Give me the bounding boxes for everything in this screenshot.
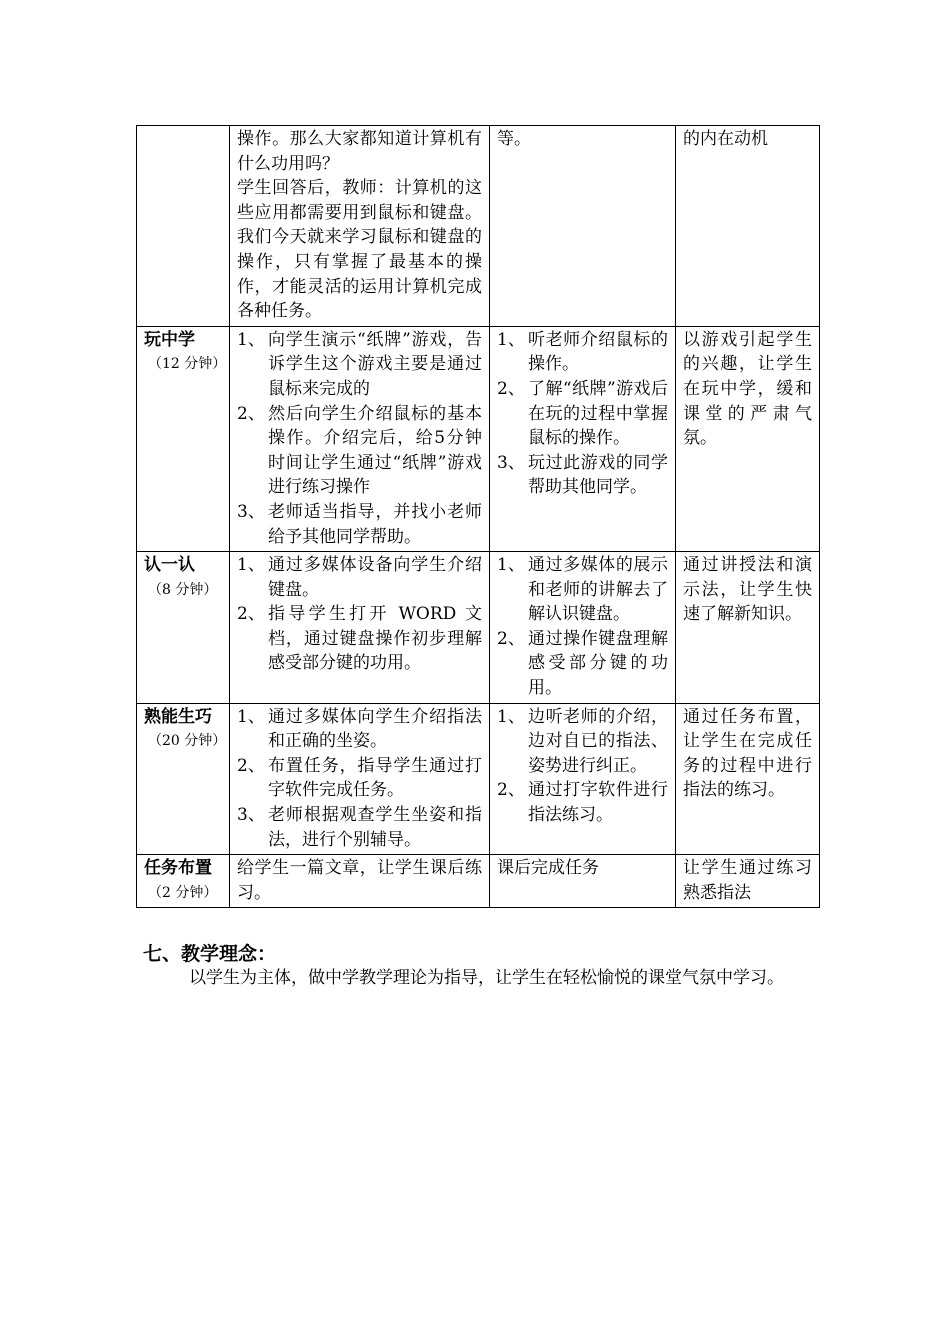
- stage-time: （8 分钟）: [148, 581, 218, 598]
- step-text: 老师根据观查学生坐姿和指法，进行个别辅导。: [268, 805, 482, 850]
- list-item: [237, 803, 482, 852]
- stage-cell: [137, 126, 230, 327]
- step-text: 向学生演示“纸牌”游戏，告诉学生这个游戏主要是通过鼠标来完成的: [268, 329, 482, 399]
- purpose-cell: [676, 326, 820, 551]
- step-number: 2、: [237, 755, 265, 776]
- student-activity-cell: [490, 126, 676, 327]
- stage-title: 熟能生巧: [144, 706, 212, 727]
- list-item: [237, 328, 482, 402]
- step-number: 3、: [237, 501, 265, 522]
- student-activity-cell: [490, 855, 676, 908]
- step-text: 玩过此游戏的同学帮助其他同学。: [528, 452, 668, 498]
- list-item: [237, 705, 482, 754]
- student-activity-cell: [490, 703, 676, 855]
- list-item: [497, 377, 668, 451]
- list-item: [237, 402, 482, 500]
- step-text: 了解“纸牌”游戏后在玩的过程中掌握鼠标的操作。: [528, 378, 668, 449]
- teacher-activity-cell: [230, 326, 490, 551]
- step-number: 2、: [497, 780, 525, 801]
- step-number: 3、: [497, 452, 525, 473]
- section-heading: 七、教学理念：: [143, 943, 277, 965]
- step-number: 2、: [497, 628, 525, 649]
- teacher-paragraph: 操作。那么大家都知道计算机有什么功用吗？: [237, 129, 482, 174]
- step-text: 听老师介绍鼠标的操作。: [528, 329, 668, 375]
- step-text: 通过操作键盘理解感受部分键的功用。: [528, 628, 668, 699]
- stage-title: 玩中学: [144, 329, 195, 350]
- student-paragraph: 等。: [497, 129, 531, 149]
- teacher-activity-cell: [230, 703, 490, 855]
- stage-title: 认一认: [144, 555, 195, 576]
- teacher-paragraph: 学生回答后，教师：计算机的这些应用都需要用到鼠标和键盘。我们今天就来学习鼠标和键盘的操作，只有掌握了最基本的操作，才能灵活的运用计算机完成各种任务。: [237, 178, 482, 322]
- step-number: 1、: [497, 706, 525, 727]
- table-row: [137, 703, 820, 855]
- step-number: 2、: [497, 378, 525, 399]
- step-number: 1、: [237, 329, 265, 350]
- step-number: 1、: [237, 706, 265, 727]
- list-item: [237, 553, 482, 602]
- purpose-cell: [676, 126, 820, 327]
- step-number: 1、: [497, 329, 525, 350]
- teacher-step-list: [237, 328, 482, 549]
- student-activity-cell: [490, 326, 676, 551]
- stage-time: （2 分钟）: [148, 884, 218, 901]
- step-text: 边听老师的介绍，边对自已的指法、姿势进行纠正。: [528, 706, 668, 776]
- step-number: 1、: [497, 555, 525, 576]
- stage-time: （12 分钟）: [148, 356, 227, 373]
- student-step-list: [497, 705, 668, 828]
- step-text: 指导学生打开 WORD 文档，通过键盘操作初步理解感受部分键的功用。: [268, 604, 482, 674]
- list-item: [237, 500, 482, 549]
- purpose-cell: [676, 703, 820, 855]
- step-number: 2、: [237, 604, 265, 625]
- lesson-plan-table: [136, 125, 820, 908]
- table-row: [137, 855, 820, 908]
- student-paragraph: 课后完成任务: [497, 858, 599, 879]
- list-item: [497, 553, 668, 627]
- step-text: 然后向学生介绍鼠标的基本操作。介绍完后，给5分钟时间让学生通过“纸牌”游戏进行练习操作: [268, 403, 482, 498]
- purpose-text: 让学生通过练习熟悉指法: [683, 858, 812, 903]
- teacher-paragraph: 给学生一篇文章，让学生课后练习。: [237, 858, 482, 903]
- table-row: [137, 126, 820, 327]
- student-activity-cell: [490, 552, 676, 704]
- list-item: [237, 754, 482, 803]
- teacher-activity-cell: [230, 552, 490, 704]
- purpose-cell: [676, 552, 820, 704]
- stage-cell: [137, 703, 230, 855]
- stage-cell: [137, 855, 230, 908]
- purpose-text: 以游戏引起学生的兴趣，让学生在玩中学，缓和课堂的严肃气氛。: [683, 329, 812, 449]
- stage-cell: [137, 326, 230, 551]
- purpose-text: 的内在动机: [683, 129, 768, 149]
- step-number: 2、: [237, 403, 265, 424]
- teacher-step-list: [237, 705, 482, 853]
- list-item: [497, 778, 668, 827]
- stage-cell: [137, 552, 230, 704]
- step-text: 布置任务，指导学生通过打字软件完成任务。: [268, 755, 482, 801]
- step-text: 通过多媒体向学生介绍指法和正确的坐姿。: [268, 706, 482, 752]
- teacher-step-list: [237, 553, 482, 676]
- list-item: [497, 705, 668, 779]
- section-body: 以学生为主体，做中学教学理论为指导，让学生在轻松愉悦的课堂气氛中学习。: [189, 968, 784, 988]
- student-step-list: [497, 553, 668, 701]
- teacher-activity-cell: [230, 855, 490, 908]
- list-item: [497, 328, 668, 377]
- step-number: 3、: [237, 805, 265, 826]
- student-step-list: [497, 328, 668, 500]
- step-text: 老师适当指导，并找小老师给予其他同学帮助。: [268, 501, 482, 547]
- teacher-activity-cell: [230, 126, 490, 327]
- step-text: 通过多媒体设备向学生介绍键盘。: [268, 555, 482, 600]
- stage-title: 任务布置: [144, 858, 212, 879]
- list-item: [237, 602, 482, 676]
- step-number: 1、: [237, 555, 265, 576]
- list-item: [497, 627, 668, 701]
- table-row: [137, 326, 820, 551]
- step-text: 通过多媒体的展示和老师的讲解去了解认识键盘。: [528, 555, 668, 625]
- stage-time: （20 分钟）: [148, 733, 227, 750]
- step-text: 通过打字软件进行指法练习。: [528, 780, 668, 826]
- purpose-cell: [676, 855, 820, 908]
- list-item: [497, 451, 668, 500]
- purpose-text: 通过任务布置，让学生在完成任务的过程中进行指法的练习。: [683, 706, 812, 801]
- purpose-text: 通过讲授法和演示法，让学生快速了解新知识。: [683, 555, 812, 625]
- table-row: [137, 552, 820, 704]
